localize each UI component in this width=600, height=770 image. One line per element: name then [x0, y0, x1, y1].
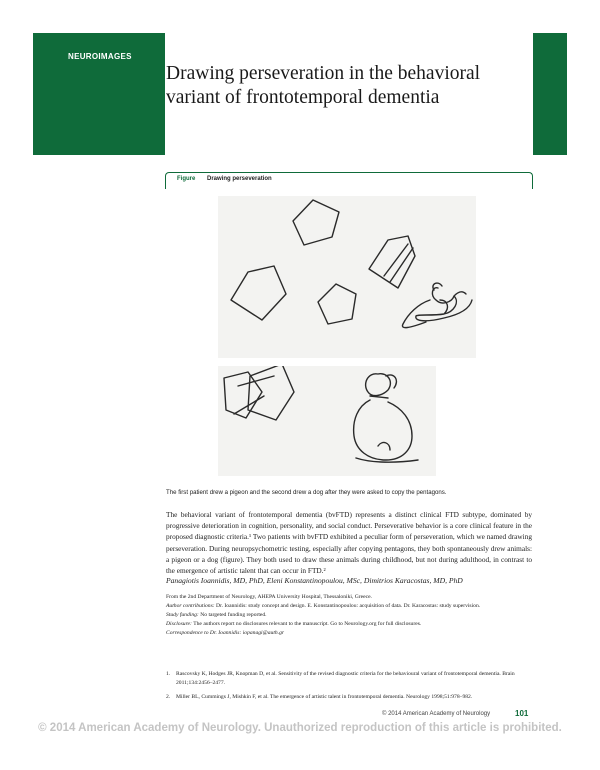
pentagon-middle [318, 284, 356, 324]
pentagons-dog-drawing [218, 366, 436, 476]
correspondence [166, 629, 536, 638]
pentagons-pigeon-drawing [218, 196, 476, 358]
page-number: 101 [515, 709, 529, 718]
pentagon-cross-line [234, 376, 274, 414]
pentagon-overlap-1 [224, 372, 262, 418]
author-list: Panagiotis Ioannidis, MD, PhD, Eleni Konstantinopoulou, MSc, Dimitrios Karacostas, MD, PhD [166, 576, 463, 585]
study-funding-label: Study funding: [166, 612, 199, 618]
dog-collar [370, 396, 388, 398]
affiliation: From the 2nd Department of Neurology, AHEPA University Hospital, Thessaloniki, Greece. [166, 594, 372, 600]
figure-label: Figure [177, 176, 196, 182]
copyright-watermark: © 2014 American Academy of Neurology. Unauthorized reproduction of this article is prohibited. [38, 722, 562, 734]
body-paragraph: The behavioral variant of frontotemporal dementia (bvFTD) represents a distinct clinical FTD subtype, dominated by progressive deterioration in cognition, personality, and social conduct. Perseverative behavior is a core clinical feature in the proposed diagnostic criteria.¹ Two patients with bvFTD exhibited a peculiar form of perseveration, which we named drawing perseveration. During neuropsychometric testing, especially after copying pentagons, they both spontaneously drew animals: a pigeon or a dog (figure). They both used to draw these animals during childhood, but not during adulthood, in contrast to the emergence of artistic talent that can occur in FTD.² [166, 510, 532, 576]
header-bar-right [533, 33, 567, 155]
figure-title: Drawing perseveration [207, 176, 272, 182]
disclosure [166, 620, 536, 629]
correspondence-label: Correspondence to Dr. Ioannidis: [166, 630, 242, 636]
pigeon-drawing [402, 288, 472, 328]
reference-text: Miller BL, Cummings J, Mishkin F, et al. The emergence of artistic talent in frontotemporal dementia. Neurology 1998;51:978–982. [176, 694, 473, 700]
disclosure-label: Disclosure: [166, 621, 192, 627]
figure-image-pentagons-dog [218, 366, 436, 476]
reference-number: 1. [166, 671, 171, 677]
pentagon-left [231, 266, 286, 320]
figure-caption: The first patient drew a pigeon and the second drew a dog after they were asked to copy the pentagons. [166, 489, 447, 496]
dog-paw [378, 443, 390, 450]
title-line-2: variant of frontotemporal dementia [166, 87, 440, 108]
reference-text: Rascovsky K, Hodges JR, Knopman D, et al. Sensitivity of the revised diagnostic criteria for the behavioural variant of frontotemporal dementia. Brain 2011;134:2456–2477. [176, 671, 515, 686]
dog-body [354, 400, 412, 460]
study-funding [166, 611, 536, 620]
pentagon-right-extra [384, 244, 413, 282]
dog-head [366, 374, 391, 396]
study-funding-text: No targeted funding reported. [200, 612, 267, 618]
article-title [166, 62, 528, 110]
pentagon-top [293, 200, 339, 245]
footer-copyright: © 2014 American Academy of Neurology [382, 711, 491, 717]
reference-number: 2. [166, 694, 171, 700]
pentagon-overlap-2 [248, 366, 294, 420]
disclosure-text: The authors report no disclosures relevant to the manuscript. Go to Neurology.org for full disclosures. [193, 621, 422, 627]
author-contributions-text: Dr. Ioannidis: study concept and design. E. Konstantinopoulou: acquisition of data. Dr. Karacostas: study supervision. [216, 603, 481, 609]
correspondence-email[interactable]: iopanagi@auth.gr [242, 630, 285, 636]
section-label: NEUROIMAGES [68, 52, 132, 61]
title-line-1: Drawing perseveration in the behavioral [166, 63, 481, 84]
author-contributions [166, 602, 536, 611]
author-contributions-label: Author contributions: [166, 603, 215, 609]
figure-image-pentagons-pigeon [218, 196, 476, 358]
